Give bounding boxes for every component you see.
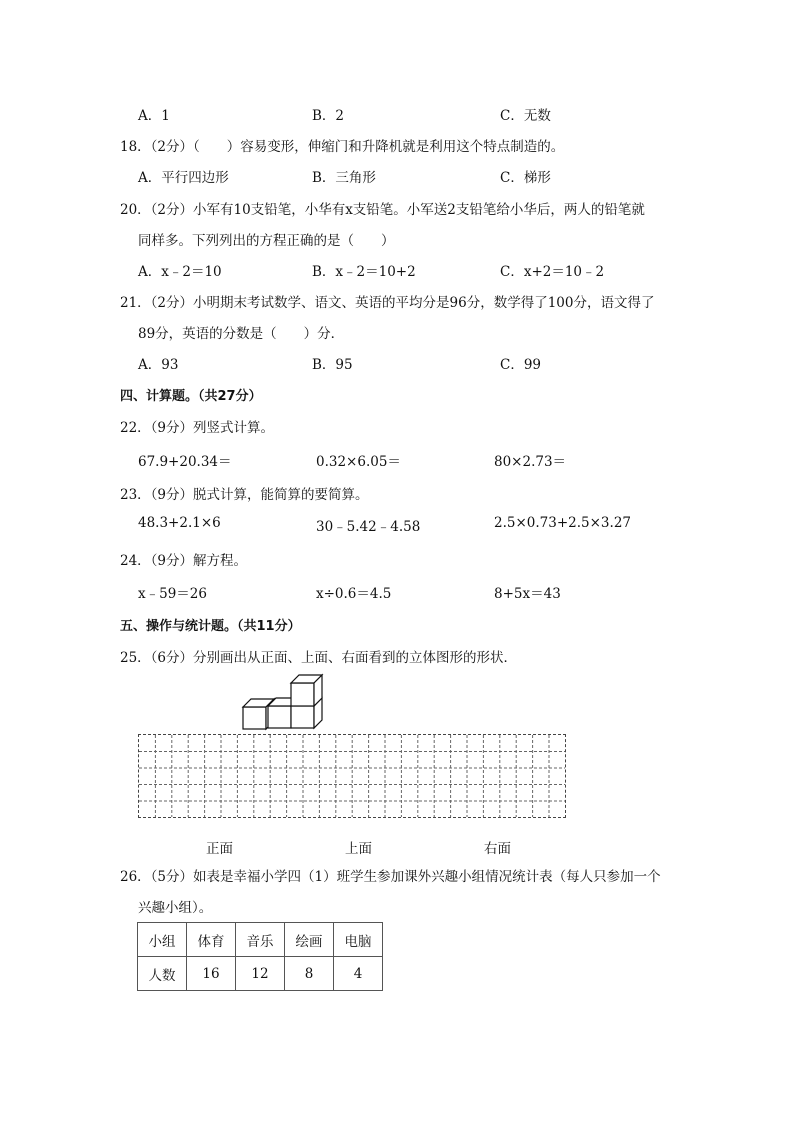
q20-stem-line1: 20．（2分）小军有10支铅笔，小华有x支铅笔。小军送2支铅笔给小华后，两人的铅笔就 bbox=[120, 202, 645, 218]
q21-option-c: C．99 bbox=[500, 357, 542, 373]
drawing-grid[interactable] bbox=[138, 734, 566, 818]
q25-stem: 25．（6分）分别画出从正面、上面、右面看到的立体图形的形状． bbox=[120, 650, 518, 666]
table-header-cell: 电脑 bbox=[334, 923, 383, 957]
q18-stem: 18．（2分）（ ）容易变形，伸缩门和升降机就是利用这个特点制造的。 bbox=[120, 139, 565, 155]
q22-item-3: 80×2.73＝ bbox=[494, 454, 567, 470]
q24-stem: 24．（9分）解方程。 bbox=[120, 553, 248, 569]
q23-item-2: 30﹣5.42﹣4.58 bbox=[316, 519, 421, 535]
q17-option-a: A．1 bbox=[138, 108, 170, 124]
section4-title: 四、计算题。（共27分） bbox=[120, 389, 262, 404]
q21-option-b: B．95 bbox=[312, 357, 353, 373]
table-cell: 8 bbox=[285, 957, 334, 991]
table-cell: 16 bbox=[187, 957, 236, 991]
table-cell: 人数 bbox=[138, 957, 187, 991]
q17-option-c: C．无数 bbox=[500, 108, 551, 124]
q22-item-2: 0.32×6.05＝ bbox=[316, 454, 401, 470]
q26-stem-line1: 26．（5分）如表是幸福小学四（1）班学生参加课外兴趣小组情况统计表（每人只参加一个 bbox=[120, 869, 661, 885]
table-header-cell: 小组 bbox=[138, 923, 187, 957]
q24-item-2: x÷0.6＝4.5 bbox=[316, 586, 392, 602]
q21-stem-line2: 89分，英语的分数是（ ）分． bbox=[138, 326, 345, 342]
view-label-right: 右面 bbox=[484, 841, 511, 857]
q20-stem-line2: 同样多。下列列出的方程正确的是（ ） bbox=[138, 233, 395, 249]
q23-item-1: 48.3+2.1×6 bbox=[138, 515, 221, 531]
grid-lines bbox=[139, 735, 565, 817]
q21-option-a: A．93 bbox=[138, 357, 179, 373]
q23-stem: 23．（9分）脱式计算，能简算的要简算。 bbox=[120, 487, 369, 503]
q23-item-3: 2.5×0.73+2.5×3.27 bbox=[494, 515, 631, 531]
q22-item-1: 67.9+20.34＝ bbox=[138, 454, 232, 470]
table-header-cell: 绘画 bbox=[285, 923, 334, 957]
table-header-row bbox=[138, 923, 383, 957]
q18-option-b: B．三角形 bbox=[312, 170, 376, 186]
table-header-cell: 体育 bbox=[187, 923, 236, 957]
q20-option-c: C．x+2＝10﹣2 bbox=[500, 264, 605, 280]
view-label-top: 上面 bbox=[345, 841, 372, 857]
q20-option-a: A．x﹣2＝10 bbox=[138, 264, 222, 280]
view-label-front: 正面 bbox=[206, 841, 233, 857]
q20-option-b: B．x﹣2＝10+2 bbox=[312, 264, 416, 280]
table-cell: 12 bbox=[236, 957, 285, 991]
interest-group-table bbox=[137, 922, 383, 991]
q26-stem-line2: 兴趣小组）。 bbox=[138, 900, 213, 916]
q21-stem-line1: 21．（2分）小明期末考试数学、语文、英语的平均分是96分，数学得了100分，语文得了 bbox=[120, 295, 655, 311]
q17-option-b: B．2 bbox=[312, 108, 345, 124]
q22-stem: 22．（9分）列竖式计算。 bbox=[120, 420, 275, 436]
table-row bbox=[138, 957, 383, 991]
section5-title: 五、操作与统计题。（共11分） bbox=[120, 619, 301, 634]
q18-option-a: A．平行四边形 bbox=[138, 170, 229, 186]
table-cell: 4 bbox=[334, 957, 383, 991]
cube-figure bbox=[238, 668, 328, 732]
q24-item-1: x﹣59＝26 bbox=[138, 586, 207, 602]
q24-item-3: 8+5x＝43 bbox=[494, 586, 561, 602]
q18-option-c: C．梯形 bbox=[500, 170, 551, 186]
table-header-cell: 音乐 bbox=[236, 923, 285, 957]
